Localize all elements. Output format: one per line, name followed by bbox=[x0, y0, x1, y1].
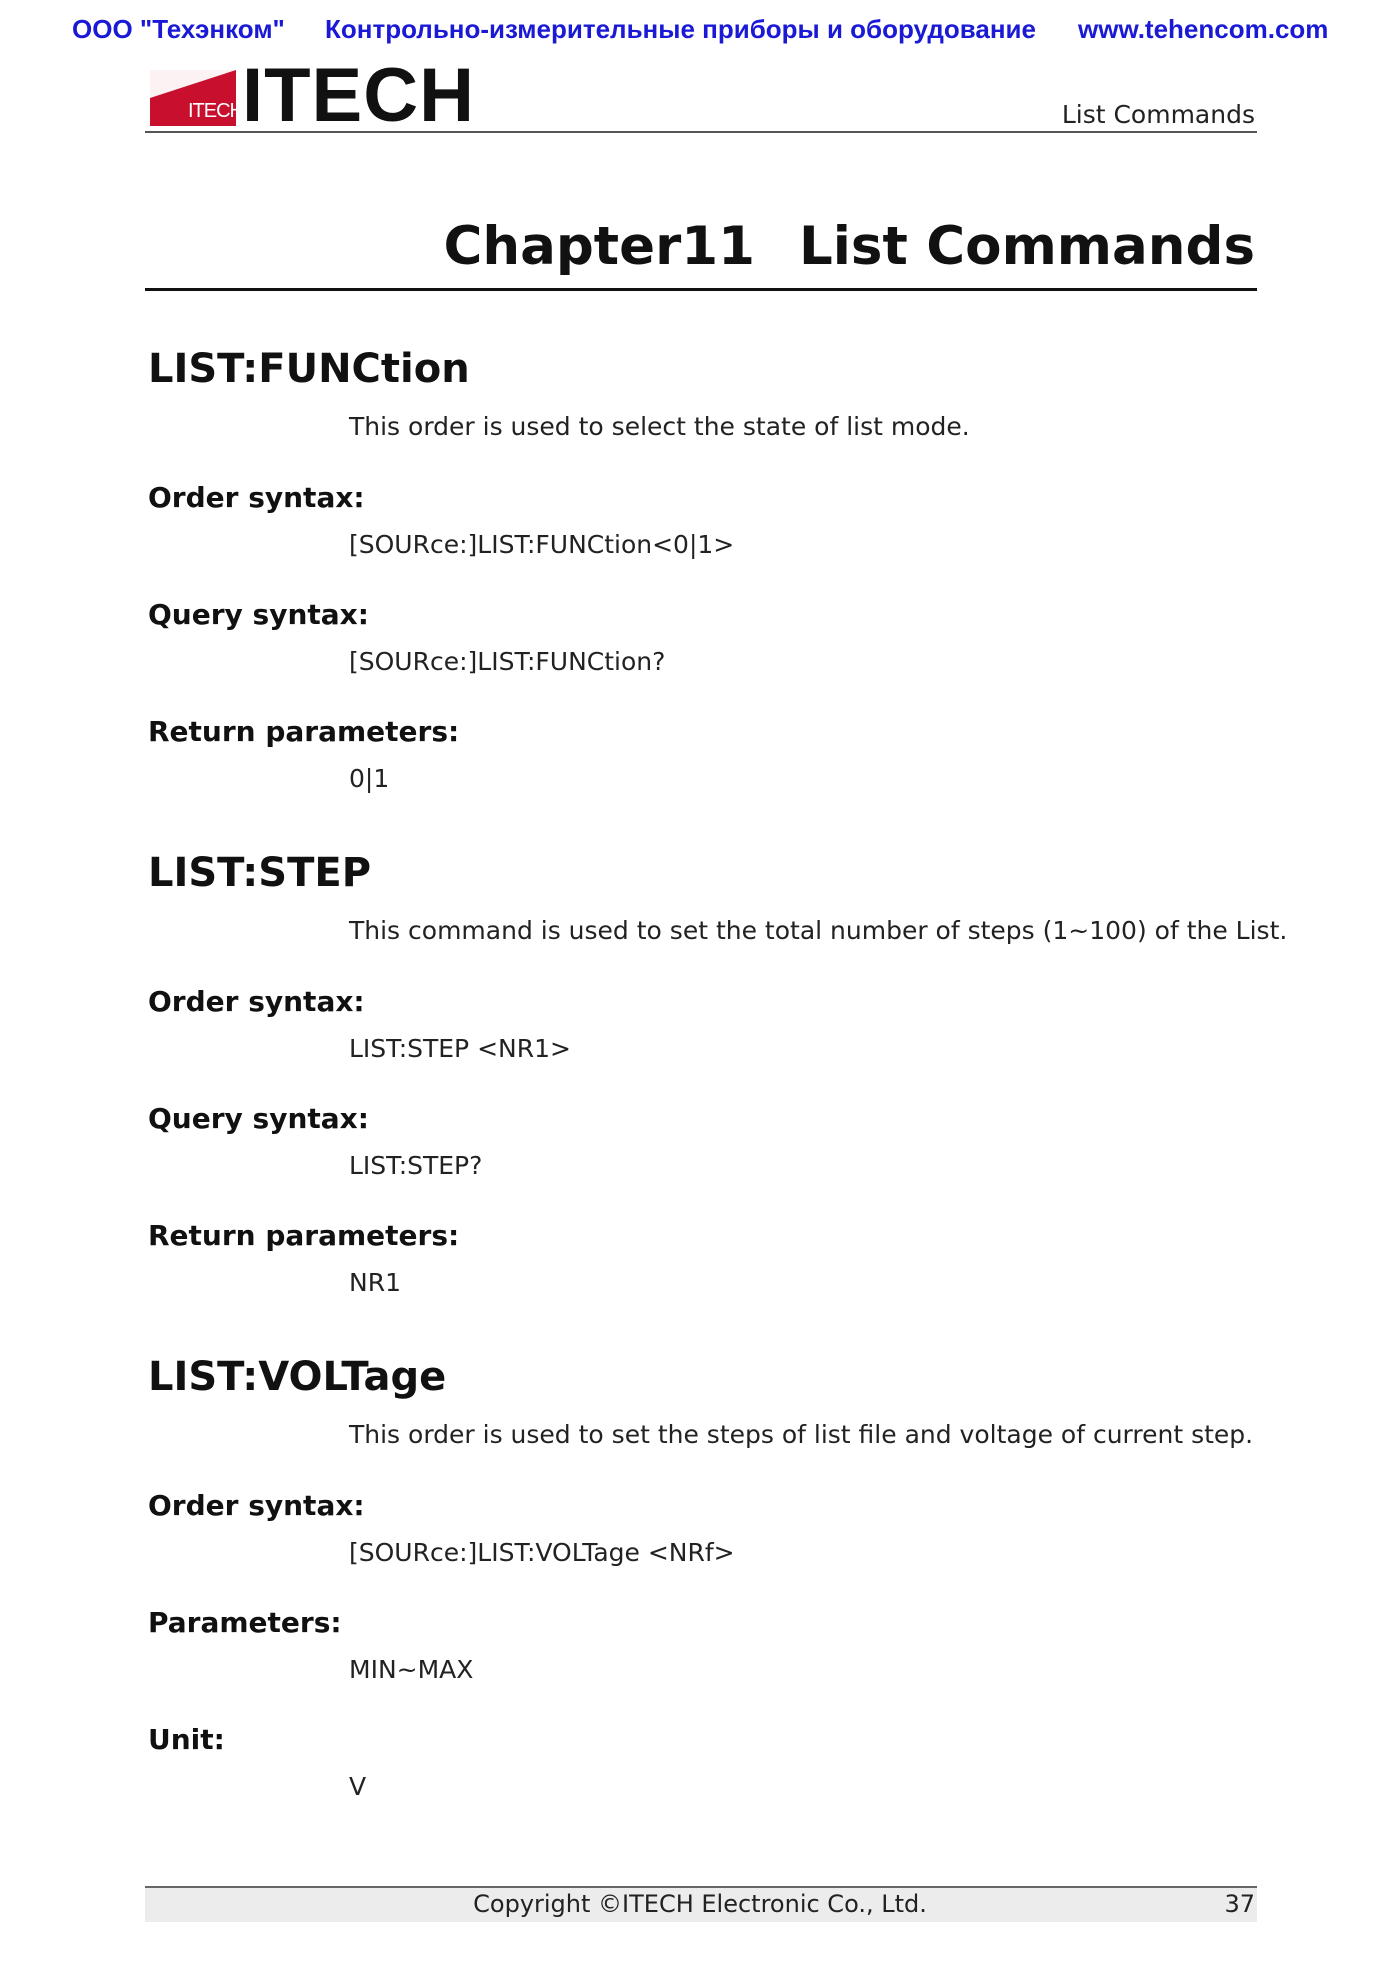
top-banner bbox=[0, 14, 1400, 48]
voltage-description: This order is used to set the steps of list file and voltage of current step. bbox=[349, 1420, 1254, 1449]
step-query-syntax: LIST:STEP? bbox=[349, 1151, 483, 1180]
voltage-unit-value: V bbox=[349, 1772, 367, 1801]
banner-website-link[interactable]: www.tehencom.com bbox=[1078, 14, 1329, 44]
section-title-list-voltage: LIST:VOLTage bbox=[148, 1354, 447, 1400]
page-number: 37 bbox=[1224, 1890, 1255, 1918]
function-query-label: Query syntax: bbox=[148, 598, 369, 631]
chapter-number: Chapter11 bbox=[443, 216, 755, 277]
voltage-order-syntax: [SOURce:]LIST:VOLTage <NRf> bbox=[349, 1538, 735, 1567]
step-order-label: Order syntax: bbox=[148, 985, 365, 1018]
logo-mark-icon: ITECH bbox=[150, 70, 236, 126]
chapter-divider bbox=[145, 288, 1257, 291]
itech-logo bbox=[150, 53, 475, 138]
chapter-heading bbox=[443, 216, 1255, 277]
step-order-syntax: LIST:STEP <NR1> bbox=[349, 1034, 571, 1063]
banner-company: ООО "Техэнком" bbox=[72, 14, 285, 44]
function-query-syntax: [SOURce:]LIST:FUNCtion? bbox=[349, 647, 666, 676]
voltage-parameters-value: MIN~MAX bbox=[349, 1655, 474, 1684]
function-order-label: Order syntax: bbox=[148, 481, 365, 514]
step-description: This command is used to set the total number of steps (1~100) of the List. bbox=[349, 916, 1288, 945]
step-query-label: Query syntax: bbox=[148, 1102, 369, 1135]
section-title-list-function: LIST:FUNCtion bbox=[148, 346, 470, 392]
running-header-title: List Commands bbox=[1061, 100, 1255, 129]
header-divider bbox=[145, 131, 1257, 133]
function-description: This order is used to select the state of list mode. bbox=[349, 412, 970, 441]
function-order-syntax: [SOURce:]LIST:FUNCtion<0|1> bbox=[349, 530, 735, 559]
function-return-value: 0|1 bbox=[349, 764, 390, 793]
logo-wordmark: ITECH bbox=[242, 53, 475, 138]
step-return-value: NR1 bbox=[349, 1268, 401, 1297]
voltage-order-label: Order syntax: bbox=[148, 1489, 365, 1522]
voltage-parameters-label: Parameters: bbox=[148, 1606, 342, 1639]
step-return-label: Return parameters: bbox=[148, 1219, 460, 1252]
chapter-title: List Commands bbox=[798, 216, 1255, 277]
banner-tagline: Контрольно-измерительные приборы и оборудование bbox=[325, 14, 1036, 44]
footer-copyright: Copyright ©ITECH Electronic Co., Ltd. bbox=[473, 1890, 927, 1918]
function-return-label: Return parameters: bbox=[148, 715, 460, 748]
voltage-unit-label: Unit: bbox=[148, 1723, 225, 1756]
section-title-list-step: LIST:STEP bbox=[148, 850, 372, 896]
